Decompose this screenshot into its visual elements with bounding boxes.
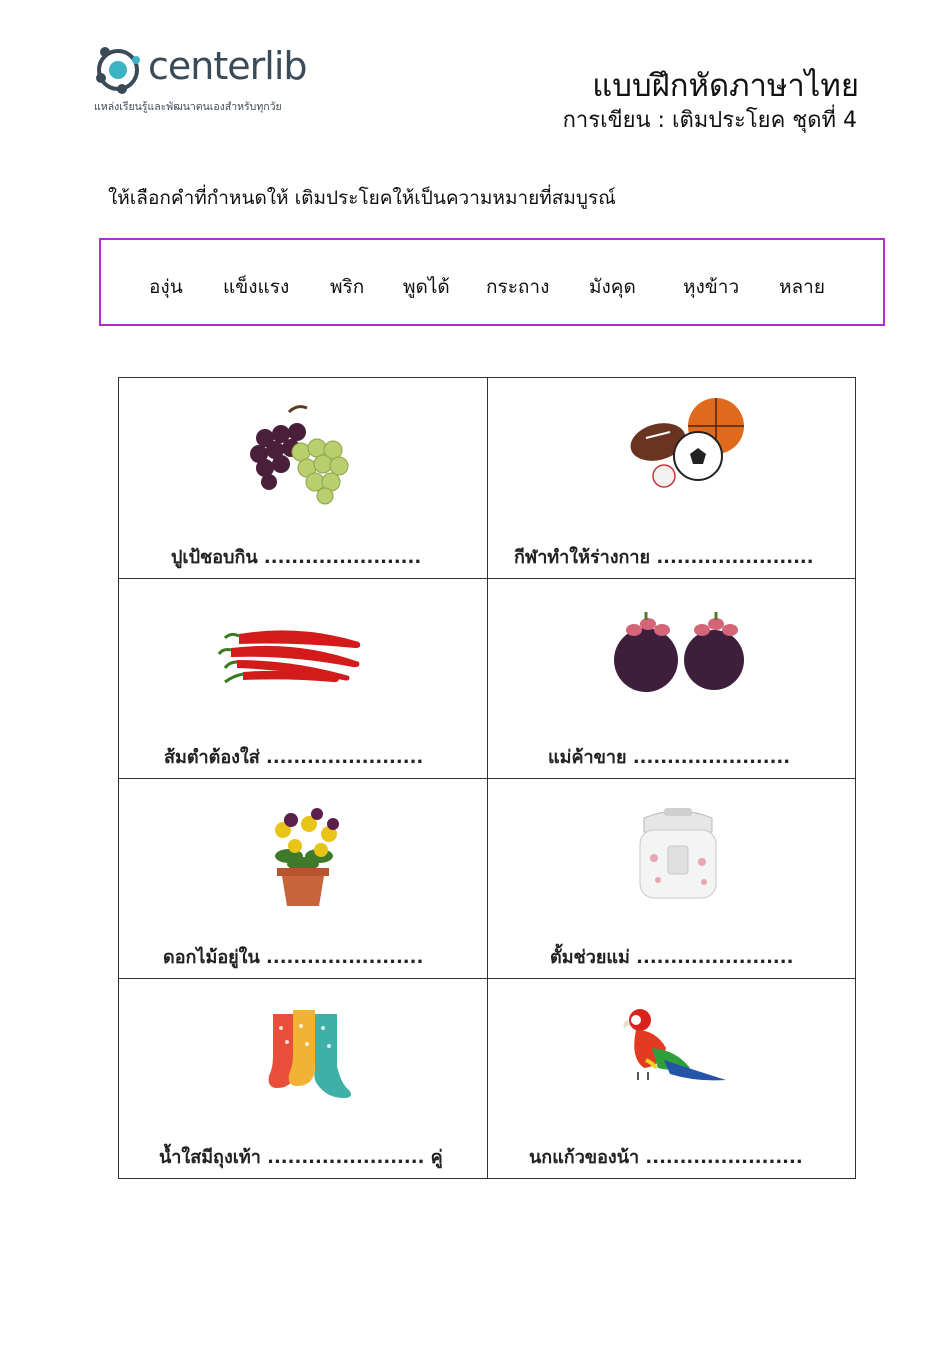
exercise-cell-parrot <box>488 978 856 1178</box>
exercise-sentence: ส้มตำต้องใส่ ....................... <box>164 747 424 768</box>
exercise-cell-flower-pot <box>119 778 487 978</box>
flower-pot-icon <box>119 798 487 908</box>
chili-pepper-icon <box>119 598 487 708</box>
socks-icon <box>119 998 487 1108</box>
logo-tagline: แหล่งเรียนรู้และพัฒนาตนเองสำหรับทุกวัย <box>94 101 282 113</box>
exercise-cell-socks <box>119 978 487 1178</box>
exercise-grid <box>118 377 856 1179</box>
centerlib-logo <box>92 42 342 117</box>
word-bank-item: มังคุด <box>589 276 636 298</box>
exercise-sentence: แม่ค้าขาย ....................... <box>548 747 791 768</box>
exercise-sentence: ปูเป้ชอบกิน ....................... <box>171 547 422 568</box>
word-bank-item: แข็งแรง <box>223 276 290 298</box>
exercise-cell-rice-cooker <box>488 778 856 978</box>
parrot-icon <box>488 998 856 1108</box>
word-bank-item: พริก <box>330 276 365 298</box>
exercise-sentence: ดอกไม้อยู่ใน ....................... <box>163 947 424 968</box>
logo-mark-icon <box>92 42 148 98</box>
page-title: แบบฝึกหัดภาษาไทย <box>592 68 859 104</box>
word-bank-item: กระถาง <box>486 276 550 298</box>
exercise-cell-mangosteen <box>488 578 856 778</box>
word-bank-item: หุงข้าว <box>683 276 740 298</box>
exercise-cell-chili <box>119 578 487 778</box>
sports-balls-icon <box>488 398 856 508</box>
mangosteen-icon <box>488 598 856 708</box>
word-bank-item: หลาย <box>779 276 825 298</box>
exercise-sentence: กีฬาทำให้ร่างกาย ....................... <box>514 547 814 568</box>
word-bank-item: องุ่น <box>149 276 183 298</box>
exercise-cell-grapes <box>119 378 487 578</box>
word-bank-item: พูดได้ <box>403 276 450 298</box>
grapes-icon <box>119 398 487 508</box>
instruction-text: ให้เลือกคำที่กำหนดให้ เติมประโยคให้เป็นความหมายที่สมบูรณ์ <box>108 187 616 209</box>
rice-cooker-icon <box>488 798 856 908</box>
exercise-cell-sports-balls <box>488 378 856 578</box>
exercise-sentence: นกแก้วของน้า ....................... <box>529 1147 803 1168</box>
exercise-sentence: น้ำใสมีถุงเท้า ....................... คู่ <box>159 1147 443 1168</box>
exercise-sentence: ตั้มช่วยแม่ ....................... <box>550 947 794 968</box>
page-subtitle: การเขียน : เติมประโยค ชุดที่ 4 <box>562 108 857 133</box>
logo-text: centerlib <box>148 44 307 88</box>
word-bank <box>99 238 885 326</box>
